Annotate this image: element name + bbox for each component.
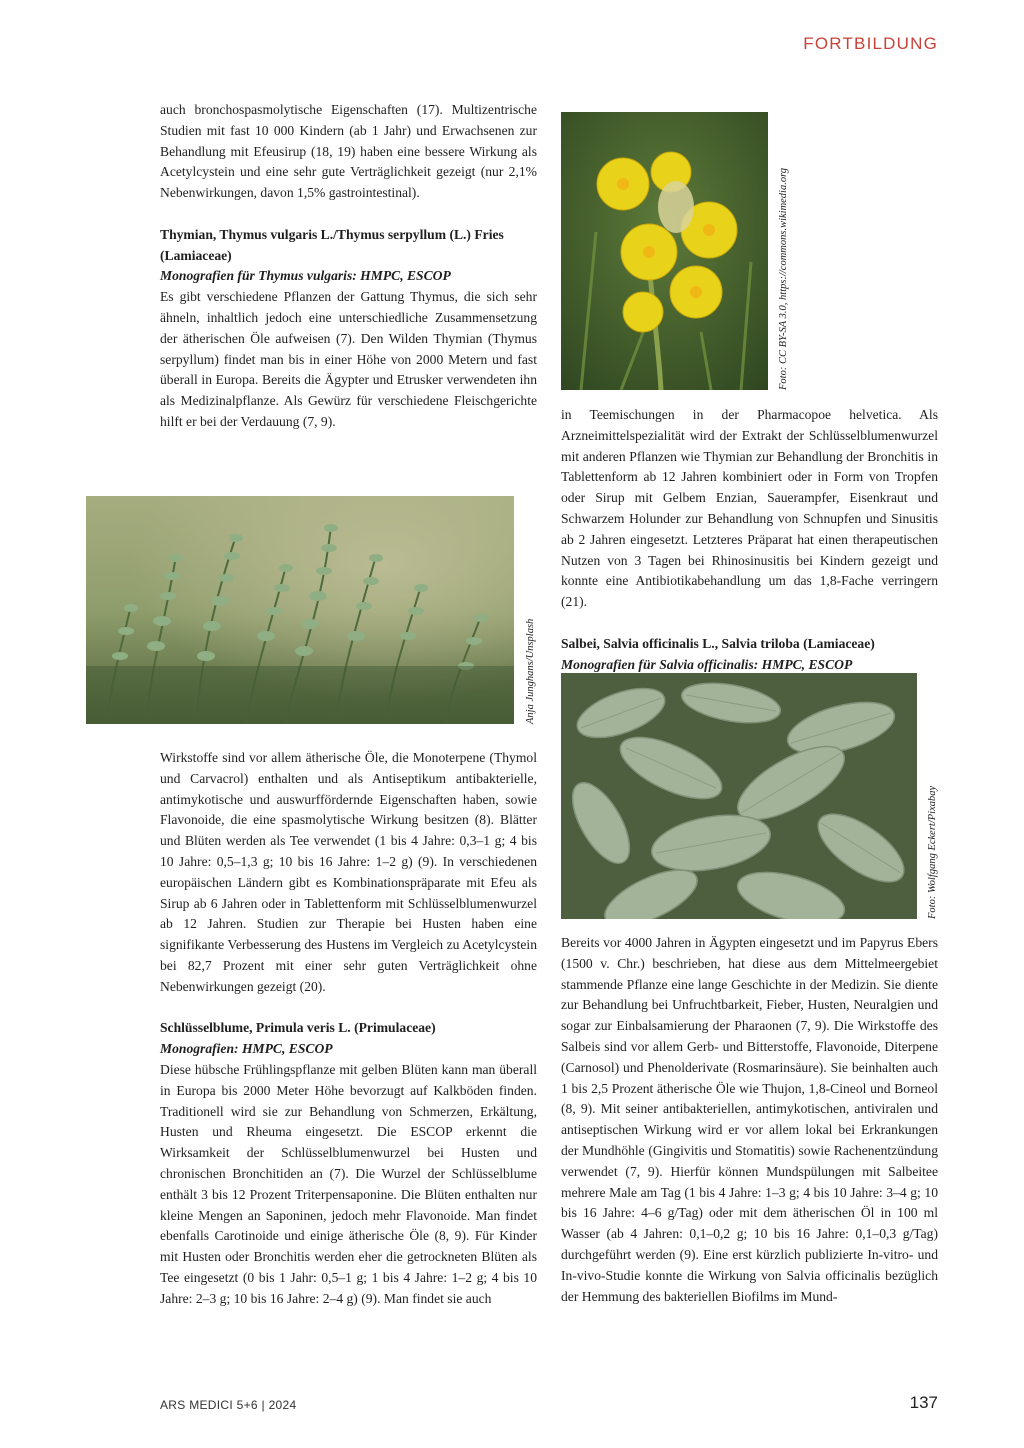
thyme-plant-illustration (86, 496, 514, 724)
primula-heading: Schlüsselblume, Primula veris L. (Primulaceae) (160, 1020, 436, 1036)
left-column-top (160, 100, 537, 433)
cowslip-flower-illustration (561, 112, 768, 390)
body-paragraph: auch bronchospasmolytische Eigenschaften (17). Multizentrische Studien mit fast 10 000 Kindern (ab 1 Jahr) und Erwachsenen zur Behandlung mit Efeusirup (18, 19) haben eine bessere Wirkung als Acetylcystein und eine sehr gute Verträglichkeit gezeigt (nur 2,1% Nebenwirkungen, davon 1,5% gastrointestinal). (160, 102, 537, 201)
body-paragraph: Es gibt verschiedene Pflanzen der Gattung Thymus, die sich sehr ähneln, inhaltlich jedoch eine unterschiedliche Zusammensetzung der ätherischen Öle aufweisen (7). Den Wilden Thymian (Thymus serpyllum) findet man bis in einer Höhe von 2000 Metern und fast überall in Europa. Bereits die Ägypter und Etrusker verwendeten ihn als Medizinalpflanze. Als Gewürz für verschiedene Fleischgerichte hilft er bei der Verdauung (7, 9). (160, 289, 537, 429)
thyme-photo (86, 496, 514, 724)
journal-footer: ARS MEDICI 5+6 | 2024 (160, 1398, 297, 1412)
body-paragraph: Bereits vor 4000 Jahren in Ägypten eingesetzt und im Papyrus Ebers (1500 v. Chr.) beschrieben, hat diese aus dem Mittelmeergebiet stammende Pflanze eine lange Geschichte in der Medizin. Sie diente zur Behandlung bei Unfruchtbarkeit, Fieber, Husten, Neuralgien und sogar zur Einbalsamierung der Pharaonen (7, 9). Die Wirkstoffe des Salbeis sind vor allem Gerb- und Bitterstoffe, Flavonoide, Diterpene (Carnosol) und Phenolderivate (Rosmarinsäure). Sie beinhalten auch 1 bis 2,5 Prozent ätherische Öle wie Thujon, 1,8-Cineol und Borneol (8, 9). Mit seiner antibakteriellen, antimykotischen, antiviralen und antiseptischen Wirkung wird er vor allem lokal bei Erkrankungen der Mundhöhle (Gingivitis und Stomatitis) sowie Rachenentzündung verwendet (7, 9). Hierfür können Mundspülungen mit Salbeitee mehrere Male am Tag (1 bis 4 Jahre: 1–3 g; 4 bis 10 Jahre: 3–4 g; 10 bis 16 Jahre: 4–6 g/Tag) oder mit dem ätherischen Öl in 100 ml Wasser (ab 4 Jahren: 0,1–0,2 g; 10 bis 16 Jahre: 0,1–0,3 g/Tag) durchgeführt werden (9). Eine erst kürzlich publizierte In-vitro- und In-vivo-Studie konnte die Wirkung von Salvia officinalis bezüglich der Hemmung des bakteriellen Biofilms im Mund- (561, 935, 938, 1304)
sage-leaves-illustration (561, 673, 917, 919)
primula-monograph: Monografien: HMPC, ESCOP (160, 1041, 333, 1057)
salvia-heading: Salbei, Salvia officinalis L., Salvia triloba (Lamiaceae) (561, 635, 875, 651)
body-paragraph: Wirkstoffe sind vor allem ätherische Öle, die Monoterpene (Thymol und Carvacrol) enthalten und als Antiseptikum antibakterielle, antimykotische und auswurffördernde Eigenschaften haben, sowie Flavonoide, die eine spasmolytische Wirkung besitzen (8). Blätter und Blüten werden als Tee verwendet (1 bis 4 Jahre: 0,3–1 g; 4 bis 10 Jahre: 0,5–1,3 g; 10 bis 16 Jahre: 1–2 g) (9). In verschiedenen europäischen Ländern gibt es Kombinationspräparate mit Efeu als Sirup ab 6 Jahren oder in Tablettenform mit Schlüsselblumenwurzel ab 12 Jahren. Studien zur Therapie bei Husten haben eine signifikante Verbesserung des Hustens im Vergleich zu Acetylcystein bei 82,7 Prozent mit einer sehr guten Verträglichkeit ohne Nebenwirkungen gezeigt (20). (160, 750, 537, 994)
page-number: 137 (909, 1393, 938, 1412)
left-column-bottom (160, 748, 537, 1310)
salvia-monograph: Monografien für Salvia officinalis: HMPC, ESCOP (561, 656, 853, 672)
body-paragraph: in Teemischungen in der Pharmacopoe helvetica. Als Arzneimittelspezialität wird der Extrakt der Schlüsselblumenwurzel mit anderen Pflanzen wie Thymian zur Behandlung der Bronchitis in Tablettenform ab 12 Jahren kombiniert oder in Form von Tropfen oder Sirup mit Gelbem Enzian, Sauerampfer, Eisenkraut und Schwarzem Holunder zur Behandlung von Schnupfen und Sinusitis ab 2 Jahren eingesetzt. Letzteres Präparat hat einen therapeutischen Nutzen von 3 Tagen bei Rhinosinusitis bei Kindern gezeigt und konnte eine Antibiotikabehandlung um das 1,8-Fache verringern (21). (561, 407, 938, 610)
thymian-heading: Thymian, Thymus vulgaris L./Thymus serpyllum (L.) Fries (Lamiaceae) (160, 226, 504, 263)
primula-photo (561, 112, 768, 390)
right-column-top (561, 405, 938, 675)
thymian-monograph: Monografien für Thymus vulgaris: HMPC, ESCOP (160, 268, 451, 284)
sage-photo (561, 673, 917, 919)
thyme-photo-credit: Anja Junghans/Unsplash (525, 618, 536, 724)
body-paragraph: Diese hübsche Frühlingspflanze mit gelben Blüten kann man überall in Europa bis 2000 Meter Höhe bevorzugt auf Kalkböden finden. Traditionell wird sie zur Behandlung von Schmerzen, Erkältung, Husten und Rheuma eingesetzt. Die ESCOP erkennt die Wirksamkeit der Schlüsselblumenwurzel bei Husten und chronischen Bronchitiden an (7). Die Wurzel der Schlüsselblume enthält 3 bis 12 Prozent Triterpensaponine. Die Blüten enthalten nur kleine Mengen an Saponinen, jedoch mehr Flavonoide. Man findet ebenfalls Carotinoide und einige ätherische Öle (8, 9). Für Kinder mit Husten oder Bronchitis werden eher die getrockneten Blüten als Tee eingesetzt (0 bis 1 Jahr: 0,5–1 g; 1 bis 4 Jahre: 1–2 g; 4 bis 10 Jahre: 2–3 g; 10 bis 16 Jahre: 2–4 g) (9). Man findet sie auch (160, 1061, 537, 1306)
primula-photo-credit: Foto: CC BY-SA 3.0, https://commons.wikimedia.org (778, 167, 789, 390)
section-label: FORTBILDUNG (803, 34, 938, 53)
right-column-bottom (561, 933, 938, 1307)
sage-photo-credit: Foto: Wolfgang Eckert/Pixabay (927, 785, 938, 919)
